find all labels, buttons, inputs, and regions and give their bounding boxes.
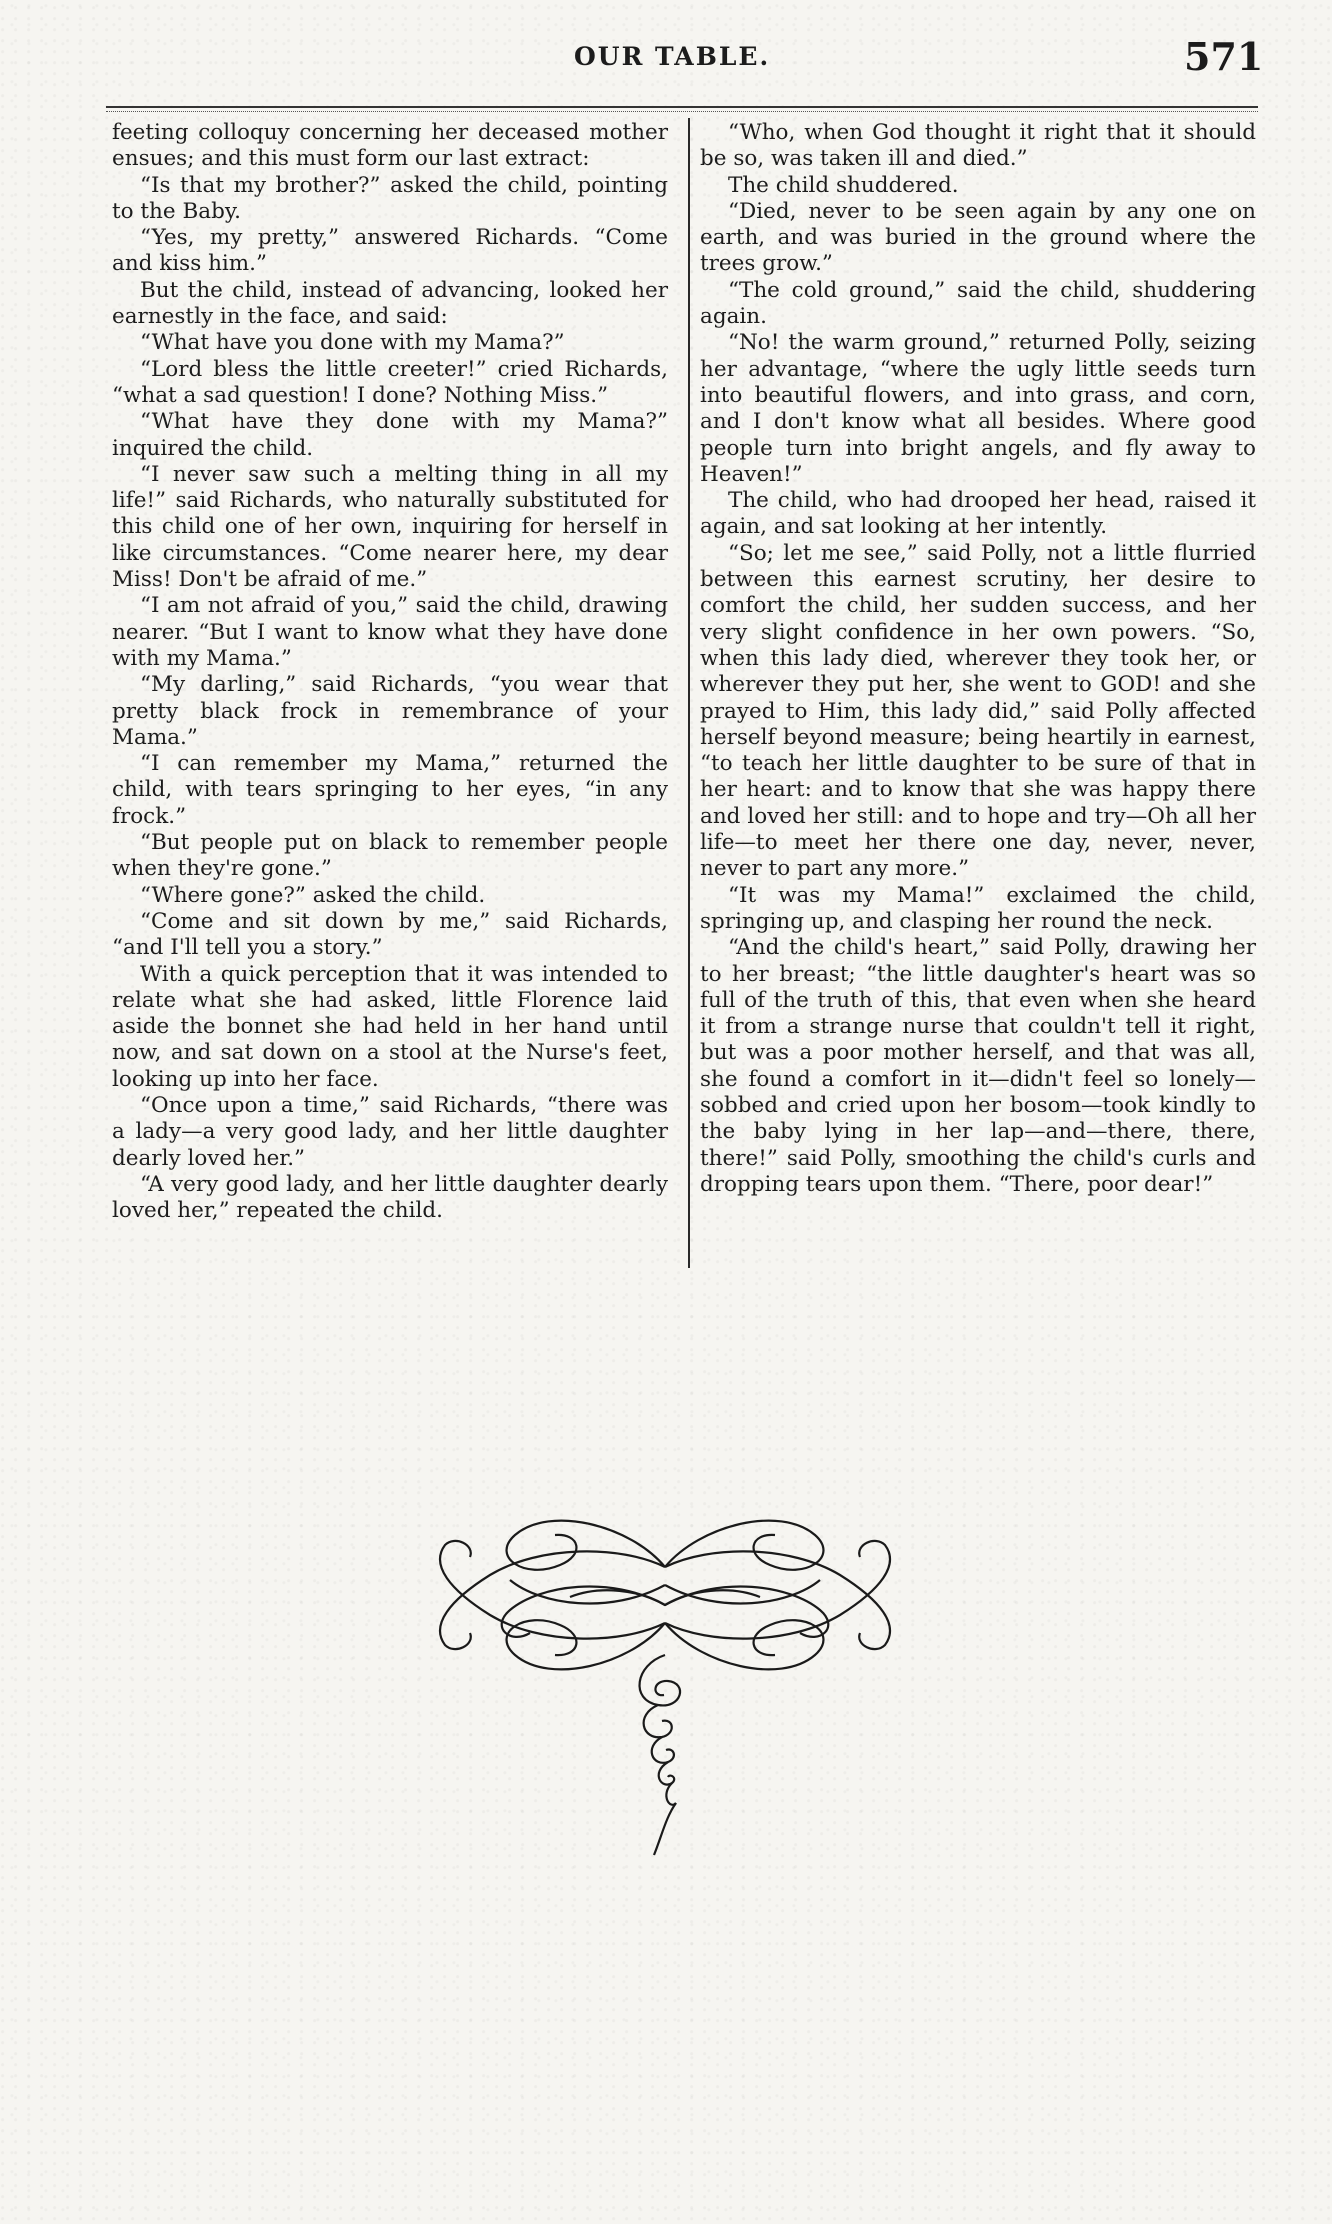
paragraph: “What have they done with my Mama?” inquired the child. [112,409,668,461]
paragraph: “Who, when God thought it right that it should be so, was taken ill and died.” [700,120,1256,172]
paragraph: The child shuddered. [728,172,959,198]
paragraph: “My darling,” said Richards, “you wear that pretty black frock in remembrance of your Mama.” [112,672,668,750]
paragraph: “Come and sit down by me,” said Richards, “and I'll tell you a story.” [112,908,668,961]
paragraph: “What have you done with my Mama?” [140,330,565,356]
paragraph: The child, who had drooped her head, raised it again, and sat looking at her intently. [700,488,1256,540]
paragraph: “I never saw such a melting thing in all my life!” said Richards, who naturally substituted for this child one of her own, inquiring for herself in like circumstances. “Come nearer here, my dear Miss! Don't be afraid of me.” [112,461,668,593]
paragraph: “The cold ground,” said the child, shuddering again. [700,277,1256,330]
paragraph: “But people put on black to remember people when they're gone.” [112,830,668,882]
paragraph: “It was my Mama!” exclaimed the child, springing up, and clasping her round the neck. [700,882,1256,934]
header-rule [106,106,1258,108]
ornamental-flourish [430,1505,900,1865]
paragraph: “Where gone?” asked the child. [140,882,486,908]
right-column [700,120,1256,1198]
paragraph: “Died, never to be seen again by any one on earth, and was buried in the ground where the trees grow.” [700,198,1256,277]
paragraph: “Yes, my pretty,” answered Richards. “Come and kiss him.” [112,225,668,277]
paragraph: “I can remember my Mama,” returned the child, with tears springing to her eyes, “in any frock.” [112,751,668,829]
paragraph: “A very good lady, and her little daughter dearly loved her,” repeated the child. [112,1171,668,1224]
paragraph: “Once upon a time,” said Richards, “there was a lady—a very good lady, and her little daughter dearly loved her.” [112,1092,668,1171]
page-header [0,34,1332,94]
paragraph: “Lord bless the little creeter!” cried Richards, “what a sad question! I done? Nothing Miss.” [112,356,668,408]
paragraph: “And the child's heart,” said Polly, drawing her to her breast; “the little daughter's heart was so full of the truth of this, that even when she heard it from a strange nurse that couldn't tell it right, but was a poor mother herself, and that was all, she found a comfort in it—didn't feel so lonely—sobbed and cried upon her bosom—took kindly to the baby lying in her lap—and—there, there, there!” said Polly, smoothing the child's curls and dropping tears upon them. “There, poor dear!” [700,935,1256,1197]
paragraph: “So; let me see,” said Polly, not a little flurried between this earnest scrutiny, her desire to comfort the child, her sudden success, and her very slight confidence in her own powers. “So, when this lady died, wherever they took her, or wherever they put her, she went to GOD! and she prayed to Him, this lady did,” said Polly affected herself beyond measure; being heartily in earnest, “to teach her little daughter to be sure of that in her heart: and to know that she was happy there and loved her still: and to hope and try—Oh all her life—to meet her there one day, never, never, never to part any more.” [700,540,1256,882]
running-head: OUR TABLE. [574,42,771,71]
paragraph: “Is that my brother?” asked the child, pointing to the Baby. [112,172,668,224]
paragraph: feeting colloquy concerning her deceased mother ensues; and this must form our last extract: [112,120,668,172]
column-divider [688,118,690,1268]
page-number: 571 [1184,34,1264,79]
paragraph: With a quick perception that it was intended to relate what she had asked, little Florence laid aside the bonnet she had held in her hand until now, and sat down on a stool at the Nurse's feet, looking up into her face. [112,961,668,1092]
left-column [112,120,668,1224]
paragraph: “No! the warm ground,” returned Polly, seizing her advantage, “where the ugly little seeds turn into beautiful flowers, and into grass, and corn, and I don't know what all besides. Where good people turn into bright angels, and fly away to Heaven!” [700,330,1256,487]
paragraph: But the child, instead of advancing, looked her earnestly in the face, and said: [112,277,668,330]
paragraph: “I am not afraid of you,” said the child, drawing nearer. “But I want to know what they have done with my Mama.” [112,593,668,671]
